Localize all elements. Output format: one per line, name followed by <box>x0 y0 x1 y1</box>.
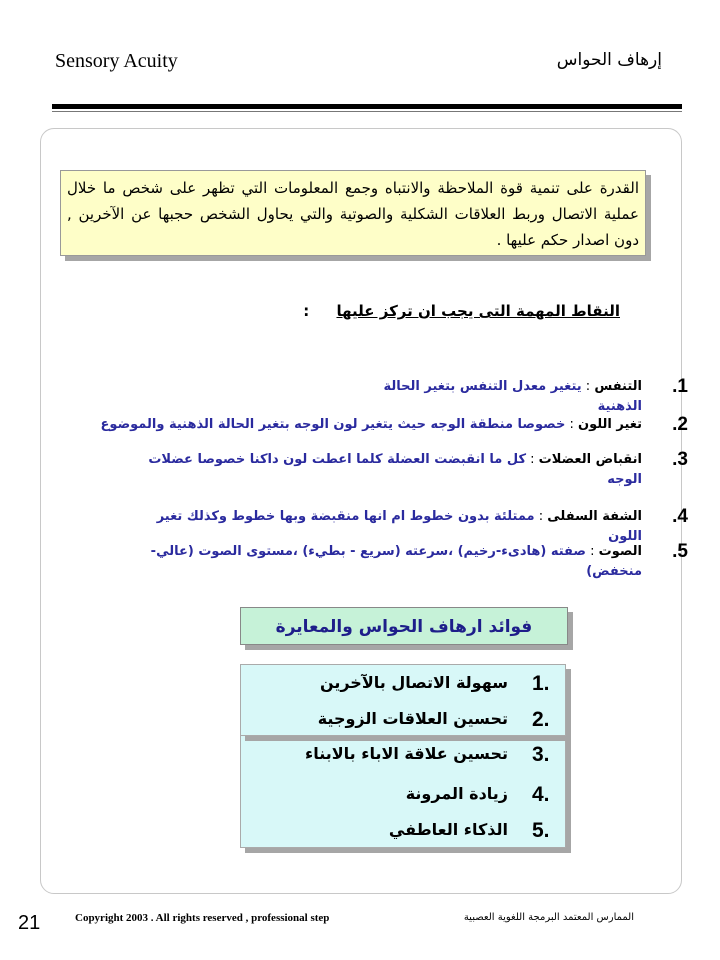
benefit-number: 2. <box>532 708 550 731</box>
point-item <box>342 376 688 417</box>
point-description: خصوصا منطقة الوجه حيث يتغير لون الوجه بتغير الحالة الذهنية والموضوع <box>100 417 566 432</box>
intro-text: القدرة على تنمية قوة الملاحظة والانتباه وجمع المعلومات التي تظهر على شخص ما خلال عملية الاتصال وربط العلاقات الشكلية والصوتية والتي يحاول الشخص حجبها عن الآخرين , دون اصدار حكم عليها . <box>67 179 639 249</box>
benefit-number: 5. <box>532 819 550 842</box>
point-number: 2. <box>672 414 688 435</box>
point-description: صفته (هادىء-رخيم) ،سرعته (سريع - بطيء) ،مستوى الصوت (عالي- منخفض) <box>150 544 642 579</box>
point-colon: : <box>581 379 595 394</box>
point-colon: : <box>526 452 539 467</box>
point-item <box>142 449 688 490</box>
point-term: تغير اللون <box>577 417 642 432</box>
copyright-notice: Copyright 2003 . All rights reserved , professional step <box>75 912 330 924</box>
point-term: التنفس <box>594 379 642 394</box>
point-term: الصوت <box>598 544 642 559</box>
point-term: انقباض العضلات <box>538 452 642 467</box>
footer-arabic-text: الممارس المعتمد البرمجة اللغوية العصبية <box>463 912 634 923</box>
content-frame-edge <box>40 150 51 850</box>
points-heading-colon: : <box>303 302 310 320</box>
benefits-heading: فوائد ارهاف الحواس والمعايرة <box>240 607 568 645</box>
benefit-label: سهولة الاتصال بالآخرين <box>319 673 508 692</box>
benefit-label: زيادة المرونة <box>405 784 508 803</box>
benefit-label: الذكاء العاطفي <box>388 820 508 839</box>
point-number: 5. <box>672 541 688 562</box>
header-title-arabic: إرهاف الحواس <box>556 50 662 70</box>
point-colon: : <box>585 544 599 559</box>
benefit-label: تحسين العلاقات الزوجية <box>317 709 508 728</box>
benefit-number: 4. <box>532 783 550 806</box>
page-number: 21 <box>18 912 41 934</box>
point-description: ممتلئة بدون خطوط ام انها منقبضة وبها خطوط وكذلك تغير اللون <box>156 509 642 544</box>
point-item <box>62 414 688 435</box>
header-rule-thin <box>52 111 682 112</box>
point-item <box>122 506 688 547</box>
point-colon: : <box>565 417 578 432</box>
point-colon: : <box>534 509 548 524</box>
benefit-number: 1. <box>532 672 550 695</box>
point-number: 1. <box>672 376 688 397</box>
point-number: 3. <box>672 449 688 470</box>
points-heading <box>303 302 620 320</box>
header-rule-thick <box>52 104 682 109</box>
header-title-english: Sensory Acuity <box>55 50 178 72</box>
intro-definition-box <box>60 170 646 256</box>
point-term: الشفة السفلى <box>547 509 642 524</box>
point-number: 4. <box>672 506 688 527</box>
points-heading-text: النقاط المهمة التى يجب ان تركز عليها <box>336 302 620 320</box>
point-item <box>112 541 688 582</box>
point-description: يتغير معدل التنفس بتغير الحالة الذهنية <box>383 379 642 414</box>
benefit-label: تحسين علاقة الاباء بالابناء <box>305 744 508 763</box>
point-description: كل ما انقبضت العضلة كلما اعطت لون داكنا خصوصا عضلات الوجه <box>148 452 642 487</box>
benefit-number: 3. <box>532 743 550 766</box>
